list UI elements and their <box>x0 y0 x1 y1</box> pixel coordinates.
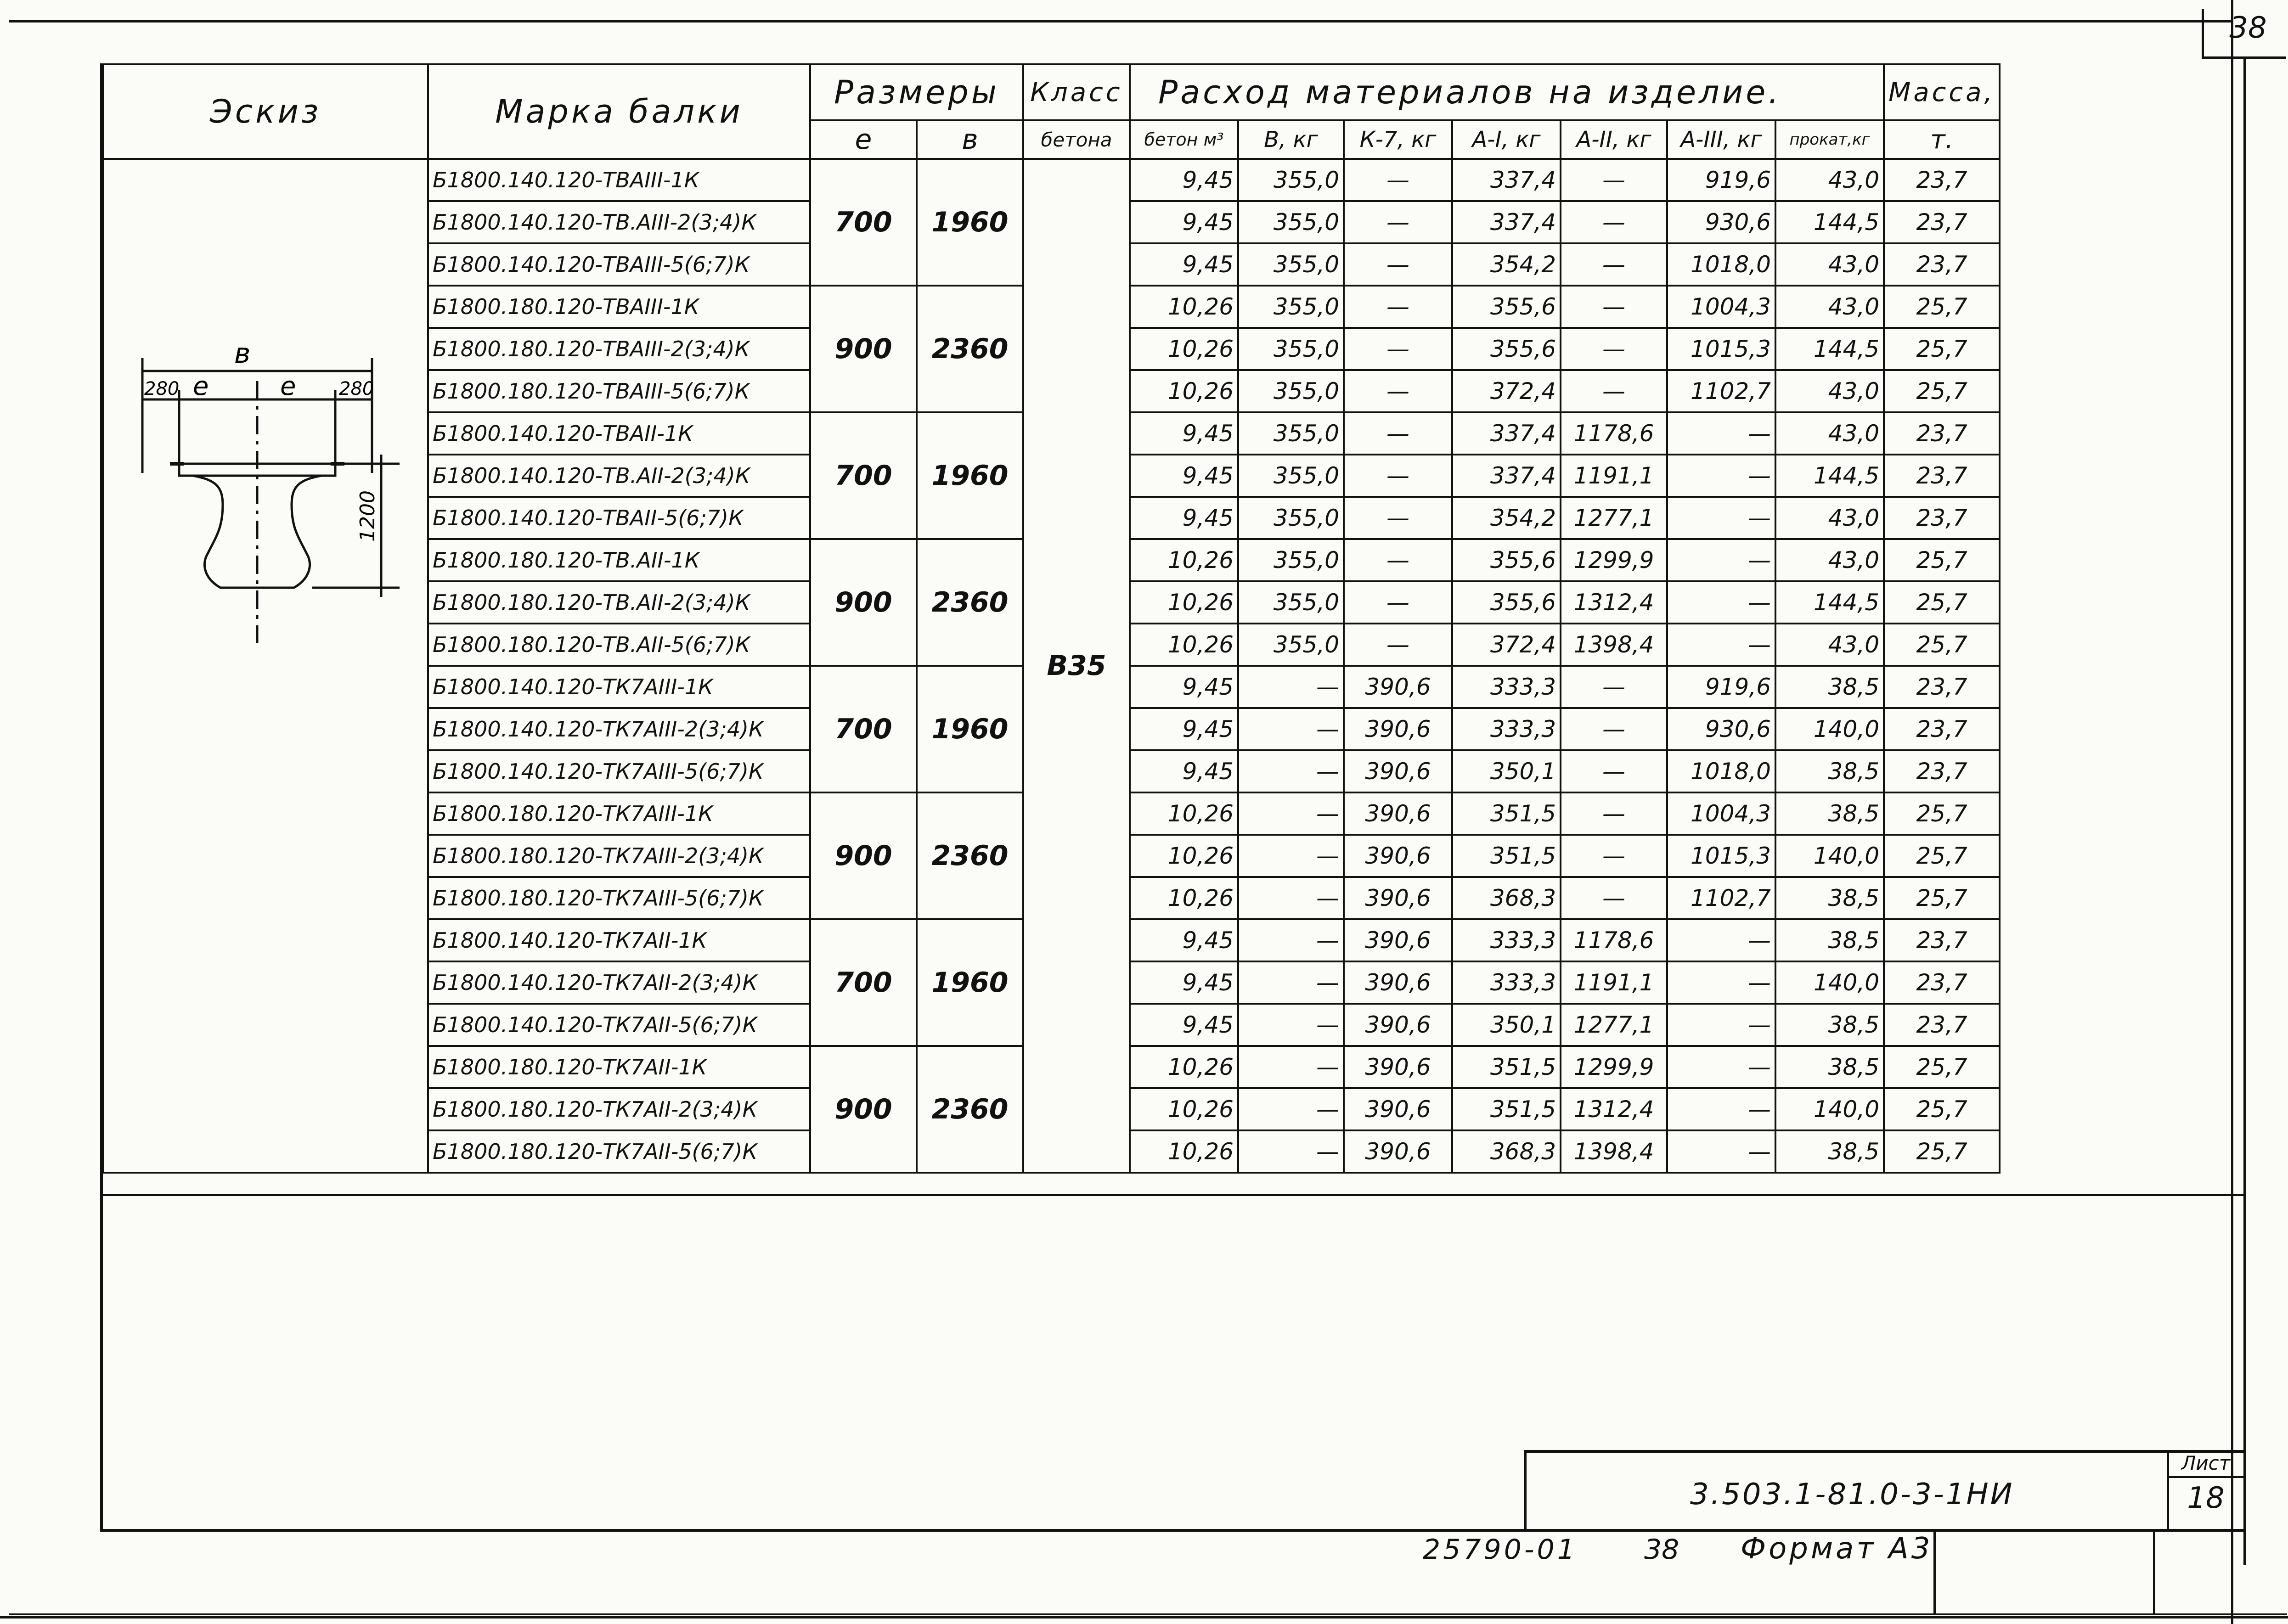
k7-kg-value: 390,6 <box>1344 750 1452 792</box>
b-kg-value: — <box>1238 750 1344 792</box>
frame-bottom-line <box>0 1616 2288 1618</box>
a2-kg-value: — <box>1561 750 1667 792</box>
dim-e-value: 700 <box>810 159 917 286</box>
a3-kg-value: 930,6 <box>1667 201 1775 243</box>
header-beam-mark: Марка балки <box>428 64 810 159</box>
a1-kg-value: 354,2 <box>1452 243 1561 286</box>
corner-sheet-number: 38 <box>2229 11 2267 45</box>
mass-value: 23,7 <box>1884 159 2000 201</box>
concrete-volume: 10,26 <box>1130 624 1238 666</box>
a1-kg-value: 333,3 <box>1452 708 1561 750</box>
b-kg-value: — <box>1238 792 1344 835</box>
a3-kg-value: — <box>1667 497 1775 539</box>
rolled-kg-value: 140,0 <box>1775 708 1884 750</box>
a3-kg-value: — <box>1667 1130 1775 1173</box>
mass-value: 25,7 <box>1884 835 2000 877</box>
b-kg-value: 355,0 <box>1238 624 1344 666</box>
beam-mark: Б1800.140.120-ТВАII-5(6;7)К <box>428 497 810 539</box>
a1-kg-value: 337,4 <box>1452 455 1561 497</box>
a3-kg-value: — <box>1667 1004 1775 1046</box>
rolled-kg-value: 43,0 <box>1775 412 1884 455</box>
k7-kg-value: — <box>1344 328 1452 370</box>
a1-kg-value: 333,3 <box>1452 919 1561 961</box>
b-kg-value: 355,0 <box>1238 539 1344 581</box>
rolled-kg-value: 38,5 <box>1775 877 1884 919</box>
k7-kg-value: 390,6 <box>1344 919 1452 961</box>
a3-kg-value: 1015,3 <box>1667 835 1775 877</box>
a1-kg-value: 372,4 <box>1452 370 1561 412</box>
mass-value: 25,7 <box>1884 370 2000 412</box>
rolled-kg-value: 43,0 <box>1775 624 1884 666</box>
beam-mark: Б1800.180.120-ТК7АII-1К <box>428 1046 810 1088</box>
concrete-volume: 9,45 <box>1130 243 1238 286</box>
right-inner-border <box>2243 59 2246 1565</box>
header-concrete: бетон м³ <box>1130 120 1238 159</box>
a3-kg-value: 1102,7 <box>1667 877 1775 919</box>
b-kg-value: — <box>1238 961 1344 1004</box>
concrete-volume: 10,26 <box>1130 539 1238 581</box>
header-a2-kg: А-II, кг <box>1561 120 1667 159</box>
mass-value: 23,7 <box>1884 455 2000 497</box>
b-kg-value: 355,0 <box>1238 243 1344 286</box>
a3-kg-value: — <box>1667 919 1775 961</box>
dim-b-value: 2360 <box>917 792 1023 919</box>
sketch-label-e1: е <box>193 371 209 401</box>
bottom-left-code: 25790-01 <box>1423 1534 1578 1566</box>
dim-b-value: 1960 <box>917 919 1023 1046</box>
a3-kg-value: — <box>1667 1088 1775 1130</box>
rolled-kg-value: 43,0 <box>1775 497 1884 539</box>
k7-kg-value: — <box>1344 370 1452 412</box>
a2-kg-value: — <box>1561 835 1667 877</box>
dim-e-value: 900 <box>810 792 917 919</box>
a3-kg-value: — <box>1667 412 1775 455</box>
dim-e-value: 700 <box>810 666 917 792</box>
mass-value: 23,7 <box>1884 961 2000 1004</box>
b-kg-value: — <box>1238 708 1344 750</box>
rolled-kg-value: 144,5 <box>1775 455 1884 497</box>
header-dim-e: е <box>810 120 917 159</box>
a2-kg-value: 1178,6 <box>1561 412 1667 455</box>
k7-kg-value: 390,6 <box>1344 1088 1452 1130</box>
a2-kg-value: — <box>1561 201 1667 243</box>
dim-e-value: 900 <box>810 286 917 412</box>
rolled-kg-value: 38,5 <box>1775 666 1884 708</box>
a3-kg-value: — <box>1667 624 1775 666</box>
concrete-volume: 10,26 <box>1130 286 1238 328</box>
concrete-volume: 9,45 <box>1130 497 1238 539</box>
b-kg-value: 355,0 <box>1238 370 1344 412</box>
mass-value: 23,7 <box>1884 497 2000 539</box>
table-row <box>103 159 2000 201</box>
mass-value: 25,7 <box>1884 624 2000 666</box>
header-sketch: Эскиз <box>103 64 428 159</box>
beam-mark: Б1800.140.120-ТК7АIII-2(3;4)К <box>428 708 810 750</box>
a1-kg-value: 351,5 <box>1452 1088 1561 1130</box>
a3-kg-value: 1018,0 <box>1667 243 1775 286</box>
k7-kg-value: — <box>1344 624 1452 666</box>
header-class-line1: Класс <box>1023 64 1130 120</box>
beam-mark: Б1800.140.120-ТК7АIII-5(6;7)К <box>428 750 810 792</box>
rolled-kg-value: 43,0 <box>1775 370 1884 412</box>
beam-mark: Б1800.180.120-ТК7АIII-2(3;4)К <box>428 835 810 877</box>
a2-kg-value: — <box>1561 708 1667 750</box>
dim-e-value: 700 <box>810 919 917 1046</box>
beam-mark: Б1800.180.120-ТВ.АII-2(3;4)К <box>428 581 810 624</box>
a3-kg-value: — <box>1667 539 1775 581</box>
a3-kg-value: 919,6 <box>1667 159 1775 201</box>
rolled-kg-value: 43,0 <box>1775 243 1884 286</box>
mass-value: 25,7 <box>1884 328 2000 370</box>
b-kg-value: 355,0 <box>1238 201 1344 243</box>
a3-kg-value: 1102,7 <box>1667 370 1775 412</box>
k7-kg-value: — <box>1344 243 1452 286</box>
a1-kg-value: 333,3 <box>1452 666 1561 708</box>
rolled-kg-value: 38,5 <box>1775 1046 1884 1088</box>
a2-kg-value: 1312,4 <box>1561 581 1667 624</box>
b-kg-value: 355,0 <box>1238 581 1344 624</box>
beam-mark: Б1800.140.120-ТВ.АIII-2(3;4)К <box>428 201 810 243</box>
frame-top-line <box>9 20 2232 22</box>
beam-mark: Б1800.140.120-ТК7АII-5(6;7)К <box>428 1004 810 1046</box>
format-label: Формат А3 <box>1741 1532 1933 1566</box>
dim-e-value: 700 <box>810 412 917 539</box>
a3-kg-value: 930,6 <box>1667 708 1775 750</box>
concrete-volume: 9,45 <box>1130 1004 1238 1046</box>
b-kg-value: 355,0 <box>1238 497 1344 539</box>
beam-mark: Б1800.180.120-ТК7АIII-1К <box>428 792 810 835</box>
a1-kg-value: 350,1 <box>1452 1004 1561 1046</box>
a1-kg-value: 368,3 <box>1452 877 1561 919</box>
beam-mark: Б1800.180.120-ТК7АII-2(3;4)К <box>428 1088 810 1130</box>
a1-kg-value: 337,4 <box>1452 412 1561 455</box>
dim-b-value: 2360 <box>917 539 1023 666</box>
a3-kg-value: — <box>1667 455 1775 497</box>
mass-value: 25,7 <box>1884 286 2000 328</box>
dim-b-value: 2360 <box>917 1046 1023 1173</box>
dim-b-value: 1960 <box>917 159 1023 286</box>
a2-kg-value: 1277,1 <box>1561 1004 1667 1046</box>
header-rolled-kg: прокат,кг <box>1775 120 1884 159</box>
sketch-label-height: 1200 <box>356 490 379 542</box>
b-kg-value: — <box>1238 835 1344 877</box>
a2-kg-value: — <box>1561 792 1667 835</box>
a2-kg-value: 1277,1 <box>1561 497 1667 539</box>
beam-section-sketch <box>115 321 445 652</box>
concrete-volume: 10,26 <box>1130 1088 1238 1130</box>
b-kg-value: — <box>1238 1004 1344 1046</box>
rolled-kg-value: 140,0 <box>1775 961 1884 1004</box>
a1-kg-value: 372,4 <box>1452 624 1561 666</box>
rolled-kg-value: 43,0 <box>1775 539 1884 581</box>
k7-kg-value: — <box>1344 539 1452 581</box>
concrete-volume: 9,45 <box>1130 750 1238 792</box>
a1-kg-value: 337,4 <box>1452 201 1561 243</box>
b-kg-value: — <box>1238 877 1344 919</box>
concrete-volume: 10,26 <box>1130 792 1238 835</box>
header-b-kg: В, кг <box>1238 120 1344 159</box>
a3-kg-value: 1018,0 <box>1667 750 1775 792</box>
b-kg-value: 355,0 <box>1238 286 1344 328</box>
a2-kg-value: 1398,4 <box>1561 624 1667 666</box>
beam-mark: Б1800.180.120-ТВАIII-5(6;7)К <box>428 370 810 412</box>
beam-mark: Б1800.140.120-ТВАII-1К <box>428 412 810 455</box>
a1-kg-value: 351,5 <box>1452 792 1561 835</box>
concrete-volume: 10,26 <box>1130 328 1238 370</box>
k7-kg-value: 390,6 <box>1344 1130 1452 1173</box>
mass-value: 23,7 <box>1884 243 2000 286</box>
b-kg-value: 355,0 <box>1238 328 1344 370</box>
concrete-volume: 9,45 <box>1130 961 1238 1004</box>
k7-kg-value: 390,6 <box>1344 1004 1452 1046</box>
header-dim-b: в <box>917 120 1023 159</box>
a2-kg-value: — <box>1561 666 1667 708</box>
beam-mark: Б1800.180.120-ТК7АII-5(6;7)К <box>428 1130 810 1173</box>
a1-kg-value: 351,5 <box>1452 1046 1561 1088</box>
b-kg-value: — <box>1238 919 1344 961</box>
mass-value: 25,7 <box>1884 1130 2000 1173</box>
a1-kg-value: 354,2 <box>1452 497 1561 539</box>
header-materials: Расход материалов на изделие. <box>1130 64 1884 120</box>
rolled-kg-value: 38,5 <box>1775 750 1884 792</box>
a3-kg-value: 1004,3 <box>1667 286 1775 328</box>
sheet-label: Лист <box>2181 1452 2231 1474</box>
rolled-kg-value: 43,0 <box>1775 286 1884 328</box>
mass-value: 23,7 <box>1884 1004 2000 1046</box>
k7-kg-value: 390,6 <box>1344 877 1452 919</box>
k7-kg-value: — <box>1344 201 1452 243</box>
mass-value: 23,7 <box>1884 412 2000 455</box>
a2-kg-value: 1191,1 <box>1561 455 1667 497</box>
mass-value: 25,7 <box>1884 1046 2000 1088</box>
b-kg-value: 355,0 <box>1238 159 1344 201</box>
document-code: 3.503.1-81.0-3-1НИ <box>1690 1478 2014 1512</box>
sketch-cell <box>103 159 428 1173</box>
rolled-kg-value: 140,0 <box>1775 1088 1884 1130</box>
concrete-volume: 9,45 <box>1130 666 1238 708</box>
mass-value: 23,7 <box>1884 201 2000 243</box>
header-a3-kg: А-III, кг <box>1667 120 1775 159</box>
table-bottom-line <box>100 1194 2245 1196</box>
k7-kg-value: 390,6 <box>1344 792 1452 835</box>
a1-kg-value: 355,6 <box>1452 581 1561 624</box>
a1-kg-value: 337,4 <box>1452 159 1561 201</box>
a2-kg-value: — <box>1561 877 1667 919</box>
mass-value: 25,7 <box>1884 792 2000 835</box>
a2-kg-value: 1299,9 <box>1561 539 1667 581</box>
b-kg-value: 355,0 <box>1238 455 1344 497</box>
concrete-volume: 10,26 <box>1130 1046 1238 1088</box>
header-dimensions: Размеры <box>810 64 1023 120</box>
beam-mark: Б1800.180.120-ТК7АIII-5(6;7)К <box>428 877 810 919</box>
rolled-kg-value: 38,5 <box>1775 792 1884 835</box>
rolled-kg-value: 140,0 <box>1775 835 1884 877</box>
dim-e-value: 900 <box>810 539 917 666</box>
rolled-kg-value: 38,5 <box>1775 919 1884 961</box>
k7-kg-value: 390,6 <box>1344 1046 1452 1088</box>
beam-mark: Б1800.140.120-ТВ.АII-2(3;4)К <box>428 455 810 497</box>
b-kg-value: — <box>1238 1130 1344 1173</box>
rolled-kg-value: 43,0 <box>1775 159 1884 201</box>
sketch-label-280-right: 280 <box>339 378 374 399</box>
concrete-volume: 9,45 <box>1130 919 1238 961</box>
header-mass: Масса, <box>1884 64 2000 120</box>
a1-kg-value: 350,1 <box>1452 750 1561 792</box>
beam-mark: Б1800.180.120-ТВАIII-1К <box>428 286 810 328</box>
beam-mark: Б1800.140.120-ТВАIII-5(6;7)К <box>428 243 810 286</box>
k7-kg-value: 390,6 <box>1344 961 1452 1004</box>
beam-mark: Б1800.180.120-ТВ.АII-1К <box>428 539 810 581</box>
b-kg-value: — <box>1238 1046 1344 1088</box>
k7-kg-value: 390,6 <box>1344 666 1452 708</box>
a2-kg-value: 1312,4 <box>1561 1088 1667 1130</box>
a2-kg-value: — <box>1561 243 1667 286</box>
a1-kg-value: 368,3 <box>1452 1130 1561 1173</box>
beam-mark: Б1800.140.120-ТК7АII-1К <box>428 919 810 961</box>
concrete-volume: 10,26 <box>1130 835 1238 877</box>
mass-value: 25,7 <box>1884 877 2000 919</box>
header-class-line2: бетона <box>1023 120 1130 159</box>
frame-right-line <box>2231 0 2233 1624</box>
rolled-kg-value: 144,5 <box>1775 201 1884 243</box>
a3-kg-value: 1004,3 <box>1667 792 1775 835</box>
format-box-right <box>2153 1531 2245 1615</box>
beam-mark: Б1800.140.120-ТК7АIII-1К <box>428 666 810 708</box>
a2-kg-value: 1191,1 <box>1561 961 1667 1004</box>
concrete-volume: 10,26 <box>1130 581 1238 624</box>
concrete-volume: 9,45 <box>1130 201 1238 243</box>
a1-kg-value: 333,3 <box>1452 961 1561 1004</box>
concrete-volume: 9,45 <box>1130 159 1238 201</box>
concrete-volume: 10,26 <box>1130 1130 1238 1173</box>
k7-kg-value: — <box>1344 497 1452 539</box>
concrete-volume: 9,45 <box>1130 412 1238 455</box>
sketch-label-280-left: 280 <box>144 378 180 399</box>
a1-kg-value: 351,5 <box>1452 835 1561 877</box>
mass-value: 25,7 <box>1884 581 2000 624</box>
concrete-volume: 9,45 <box>1130 455 1238 497</box>
a2-kg-value: 1299,9 <box>1561 1046 1667 1088</box>
mass-value: 25,7 <box>1884 1088 2000 1130</box>
a3-kg-value: 1015,3 <box>1667 328 1775 370</box>
dim-b-value: 1960 <box>917 412 1023 539</box>
b-kg-value: — <box>1238 666 1344 708</box>
mass-value: 23,7 <box>1884 708 2000 750</box>
b-kg-value: — <box>1238 1088 1344 1130</box>
concrete-volume: 10,26 <box>1130 370 1238 412</box>
beam-mark: Б1800.140.120-ТК7АII-2(3;4)К <box>428 961 810 1004</box>
rolled-kg-value: 38,5 <box>1775 1130 1884 1173</box>
sketch-label-b: в <box>234 337 251 370</box>
a1-kg-value: 355,6 <box>1452 328 1561 370</box>
a3-kg-value: — <box>1667 581 1775 624</box>
mass-value: 23,7 <box>1884 750 2000 792</box>
a2-kg-value: — <box>1561 328 1667 370</box>
dim-e-value: 900 <box>810 1046 917 1173</box>
a3-kg-value: — <box>1667 1046 1775 1088</box>
a2-kg-value: — <box>1561 159 1667 201</box>
k7-kg-value: — <box>1344 412 1452 455</box>
dim-b-value: 1960 <box>917 666 1023 792</box>
k7-kg-value: 390,6 <box>1344 708 1452 750</box>
rolled-kg-value: 38,5 <box>1775 1004 1884 1046</box>
a3-kg-value: 919,6 <box>1667 666 1775 708</box>
k7-kg-value: 390,6 <box>1344 835 1452 877</box>
mass-value: 23,7 <box>1884 666 2000 708</box>
beam-mark: Б1800.180.120-ТВ.АII-5(6;7)К <box>428 624 810 666</box>
a2-kg-value: — <box>1561 370 1667 412</box>
sheet-number: 18 <box>2187 1481 2225 1515</box>
rolled-kg-value: 144,5 <box>1775 328 1884 370</box>
k7-kg-value: — <box>1344 159 1452 201</box>
b-kg-value: 355,0 <box>1238 412 1344 455</box>
a3-kg-value: — <box>1667 961 1775 1004</box>
k7-kg-value: — <box>1344 455 1452 497</box>
k7-kg-value: — <box>1344 286 1452 328</box>
mass-value: 25,7 <box>1884 539 2000 581</box>
dim-b-value: 2360 <box>917 286 1023 412</box>
mass-value: 23,7 <box>1884 919 2000 961</box>
k7-kg-value: — <box>1344 581 1452 624</box>
header-k7-kg: К-7, кг <box>1344 120 1452 159</box>
header-a1-kg: А-I, кг <box>1452 120 1561 159</box>
a2-kg-value: 1398,4 <box>1561 1130 1667 1173</box>
a2-kg-value: — <box>1561 286 1667 328</box>
beam-mark: Б1800.180.120-ТВАIII-2(3;4)К <box>428 328 810 370</box>
bottom-sheet-num: 38 <box>1644 1534 1679 1566</box>
sketch-label-e2: е <box>280 371 296 401</box>
concrete-class-value: В35 <box>1023 159 1130 1173</box>
concrete-volume: 9,45 <box>1130 708 1238 750</box>
a1-kg-value: 355,6 <box>1452 539 1561 581</box>
sheet-cell-divider <box>2167 1476 2245 1478</box>
concrete-volume: 10,26 <box>1130 877 1238 919</box>
a2-kg-value: 1178,6 <box>1561 919 1667 961</box>
header-mass-unit: т. <box>1884 120 2000 159</box>
rolled-kg-value: 144,5 <box>1775 581 1884 624</box>
beam-mark: Б1800.140.120-ТВАIII-1К <box>428 159 810 201</box>
a1-kg-value: 355,6 <box>1452 286 1561 328</box>
